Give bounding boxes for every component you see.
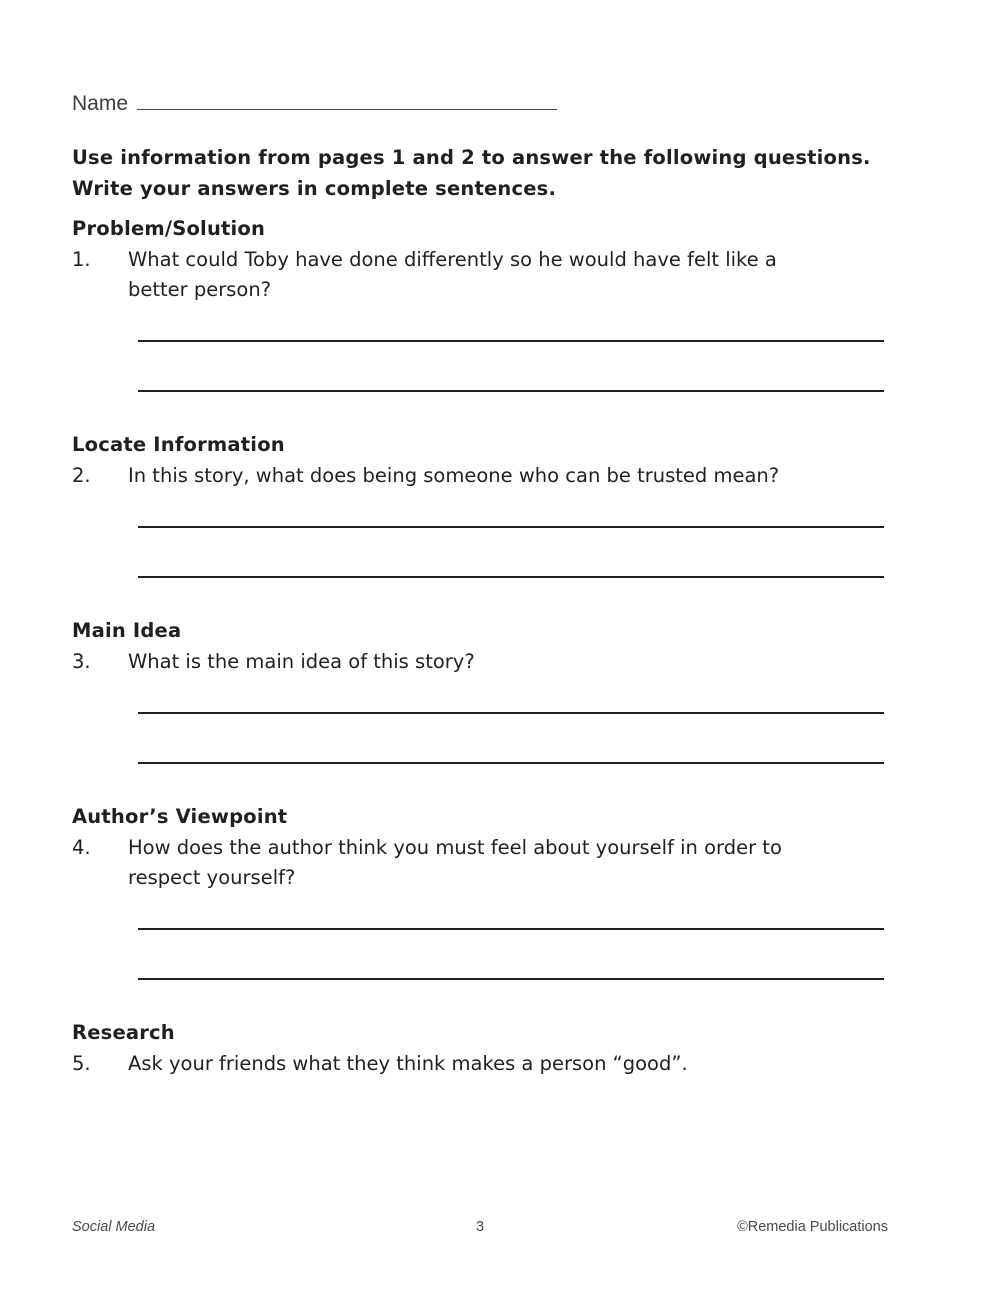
question-3: [72, 647, 884, 677]
question-number: 2.: [72, 464, 91, 487]
section-authors-viewpoint: [72, 804, 884, 980]
question-2: [72, 461, 884, 491]
name-row: [72, 92, 884, 116]
question-1: [72, 245, 884, 305]
answer-area: [72, 478, 884, 578]
question-text: In this story, what does being someone who can be trusted mean?: [128, 464, 780, 487]
section-main-idea: [72, 618, 884, 764]
section-heading: Locate Information: [72, 433, 285, 456]
name-label: Name: [72, 92, 129, 115]
section-heading: Research: [72, 1021, 175, 1044]
question-number: 3.: [72, 650, 91, 673]
section-locate-information: [72, 432, 884, 578]
question-text: Ask your friends what they think makes a person “good”.: [128, 1052, 688, 1075]
answer-area: [72, 664, 884, 764]
answer-area: [72, 880, 884, 980]
question-5: [72, 1049, 884, 1079]
instructions-line-2: Write your answers in complete sentences.: [72, 177, 557, 200]
question-text: How does the author think you must feel about yourself in order to respect yourself?: [128, 836, 782, 889]
section-problem-solution: [72, 216, 884, 392]
question-4: [72, 833, 884, 893]
section-heading: Problem/Solution: [72, 217, 266, 240]
instructions-line-1: Use information from pages 1 and 2 to answer the following questions.: [72, 146, 871, 169]
name-blank-line: [137, 95, 557, 110]
answer-area: [72, 292, 884, 392]
footer-copyright: ©Remedia Publications: [737, 1219, 888, 1235]
section-heading: Main Idea: [72, 619, 182, 642]
footer-book-title: Social Media: [72, 1219, 156, 1235]
answer-blank-line: [138, 930, 884, 980]
question-number: 5.: [72, 1052, 91, 1075]
question-text: What is the main idea of this story?: [128, 650, 475, 673]
instructions: [72, 142, 884, 204]
page-footer: [72, 1219, 888, 1235]
section-heading: Author’s Viewpoint: [72, 805, 288, 828]
question-number: 1.: [72, 248, 91, 271]
section-research: [72, 1020, 884, 1079]
answer-blank-line: [138, 342, 884, 392]
answer-blank-line: [138, 714, 884, 764]
answer-blank-line: [138, 528, 884, 578]
question-text: What could Toby have done differently so he would have felt like a better person?: [128, 248, 777, 301]
footer-page-number: 3: [475, 1219, 485, 1235]
question-number: 4.: [72, 836, 91, 859]
